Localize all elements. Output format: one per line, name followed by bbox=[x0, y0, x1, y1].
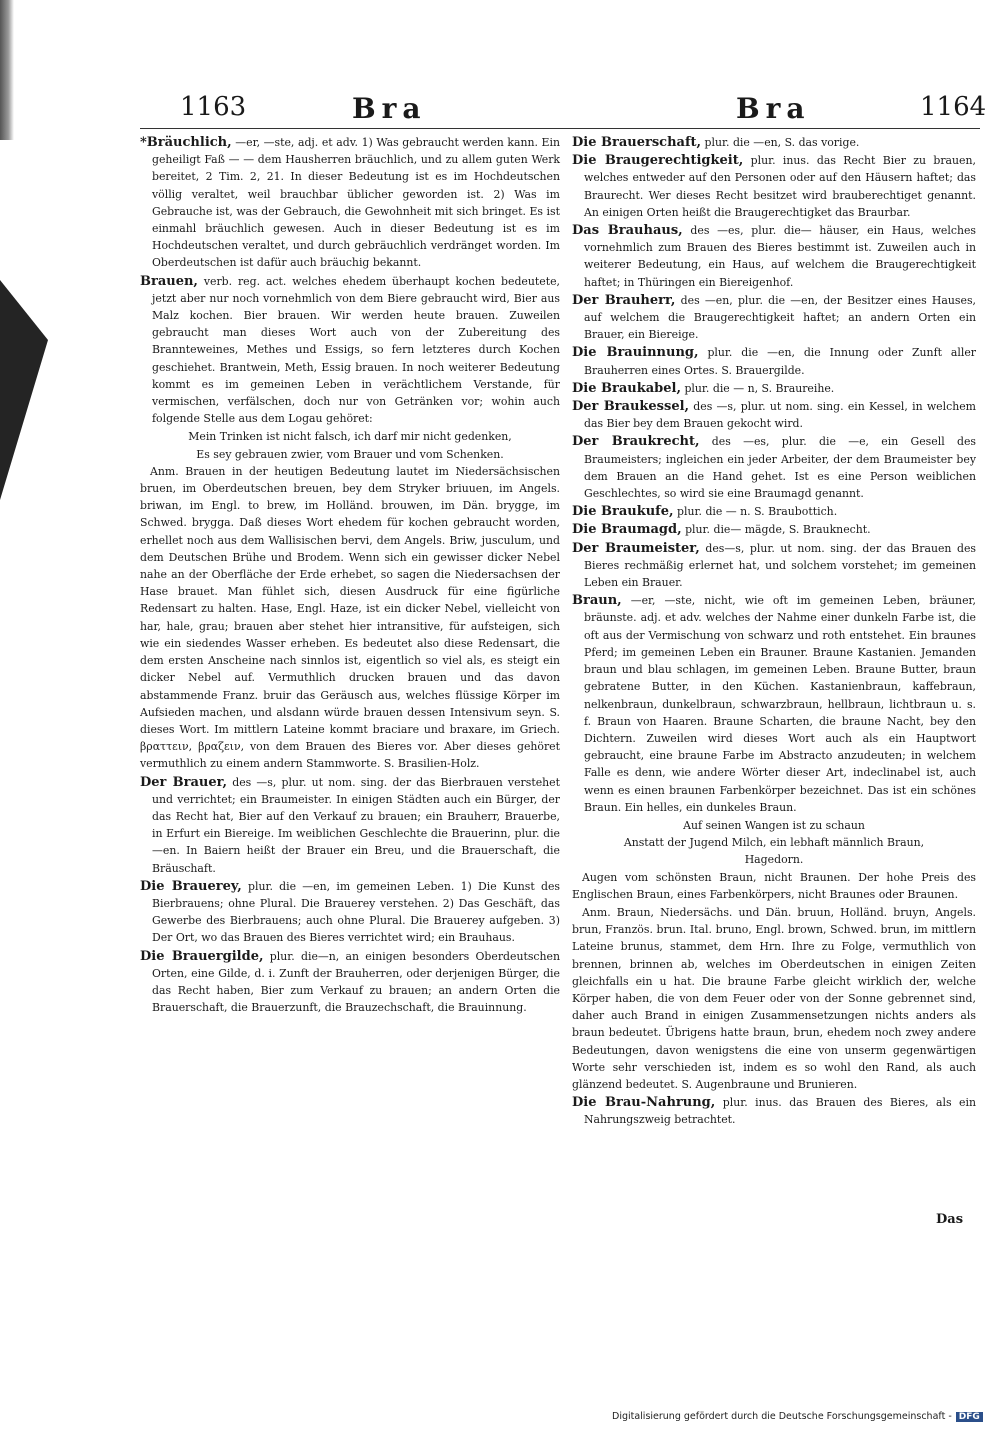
right-column bbox=[572, 134, 976, 1130]
dictionary-entry bbox=[140, 273, 560, 428]
catchword: Das bbox=[936, 1212, 964, 1227]
entry-lemma: Die Braumagd, bbox=[572, 522, 682, 538]
entry-lemma: Der Braumeister, bbox=[572, 540, 700, 556]
dictionary-entry bbox=[572, 398, 976, 432]
dictionary-entry bbox=[572, 380, 976, 397]
dictionary-entry bbox=[572, 592, 976, 816]
dictionary-entry bbox=[572, 222, 976, 291]
entry-text: plur. die—n, an einigen besonders Oberdeutschen Orten, eine Gilde, d. i. Zunft der Brauherren, oder derjenigen Bürger, die das Recht haben, Bier zum Verkauf zu brauen; an andern Orten die Brauerschaft, die Brauerzunft, die Brauzechschaft, die Brauinnung. bbox=[152, 949, 561, 1015]
entry-text: des—s, plur. ut nom. sing. der das Brauen des Bieres rechmäßig erlernet hat, und solchem vorstehet; im gemeinen Leben ein Brauer. bbox=[584, 541, 976, 590]
entry-text: des —s, plur. ut nom. sing. der das Bierbrauen verstehet und verrichtet; ein Braumeister. In einigen Städten auch ein Bürger, der das Recht hat, Bier auf den Verkauf zu brauen; ein Brauherr, Brauerbe, in Erfurt ein Biereige. Im weiblichen Geschlechte die Brauerinn, plur. die —en. In Baiern heißt der Brauer ein Breu, und die Brauerschaft, die Bräuschaft. bbox=[152, 775, 560, 875]
header-rule bbox=[140, 128, 980, 129]
entry-text: des —es, plur. die —e, ein Gesell des Braumeisters; ingleichen ein jeder Arbeiter, der dem Braumeister bey dem Brauen an die Hand gehet. Ist es eine Person weiblichen Geschlechtes, so wird sie eine Braumagd genannt. bbox=[584, 435, 976, 501]
book-spine-edge bbox=[0, 0, 14, 140]
entry-lemma: Die Brau-Nahrung, bbox=[572, 1095, 716, 1111]
dictionary-entry bbox=[572, 433, 976, 502]
entry-text: plur. die —en, S. das vorige. bbox=[704, 136, 860, 149]
dictionary-entry bbox=[572, 292, 976, 344]
entry-text: —er, —ste, adj. et adv. 1) Was gebraucht werden kann. Ein geheiligt Faß — — dem Hausherren bräuchlich, und zu allem guten Werk bereitet, 2 Tim. 2, 21. In dieser Bedeutung ist es im Hochdeutschen völlig veraltet, weil brauchbar üblicher geworden ist. 2) Was im Gebrauche ist, was der Gebrauch, die Gewohnheit mit sich bringet. Es ist einmahl bräuchlich gewesen. Auch in dieser Bedeutung ist es im Hochdeutschen veraltet, und durch gebräuchlich verdränget worden. Im Oberdeutschen ist dafür auch bräuchig bekannt. bbox=[152, 136, 560, 270]
entry-lemma: Der Braukrecht, bbox=[572, 434, 700, 450]
dfg-logo: DFG bbox=[956, 1412, 983, 1422]
right-running-head: Bra bbox=[736, 92, 811, 125]
entry-lemma: *Bräuchlich, bbox=[140, 135, 232, 150]
dictionary-entry bbox=[572, 1094, 976, 1128]
body-paragraph: Augen vom schönsten Braun, nicht Braunen. Der hohe Preis des Englischen Braun, eines Farbenkörpers, nicht Braunes oder Braunen. bbox=[572, 870, 976, 901]
dictionary-entry bbox=[572, 540, 976, 592]
entry-text: plur. inus. das Recht Bier zu brauen, welches entweder auf den Personen oder auf den Häusern haftet; das Braurecht. Wer dieses Recht besitzet wird brauberechtiget genannt. An einigen Orten heißt die Braugerechtigket das Braurbar. bbox=[584, 154, 976, 219]
verse-line: Auf seinen Wangen ist zu schaun bbox=[683, 818, 865, 832]
dictionary-entry bbox=[140, 774, 560, 877]
entry-lemma: Der Brauherr, bbox=[572, 292, 676, 308]
entry-text: plur. die— mägde, S. Brauknecht. bbox=[685, 523, 871, 537]
footer-text: Digitalisierung gefördert durch die Deutsche Forschungsgemeinschaft - bbox=[612, 1411, 952, 1422]
entry-lemma: Braun, bbox=[572, 593, 622, 609]
entry-lemma: Die Brauinnung, bbox=[572, 345, 699, 361]
dictionary-entry bbox=[572, 521, 976, 538]
verse-line: Mein Trinken ist nicht falsch, ich darf mir nicht gedenken, bbox=[188, 430, 512, 444]
entry-lemma: Der Braukessel, bbox=[572, 399, 690, 415]
entry-text: des —es, plur. die— häuser, ein Haus, welches vornehmlich zum Brauen des Bieres bestimmt ist. Zuweilen auch in weiterer Bedeutung, ein Haus, auf welchem die Braugerechtigkeit haftet; in Thüringen ein Biereigenhof. bbox=[584, 224, 976, 289]
left-running-head: Bra bbox=[352, 92, 427, 125]
dictionary-entry bbox=[140, 878, 560, 947]
verse-line: Anstatt der Jugend Milch, ein lebhaft männlich Braun, bbox=[623, 836, 925, 850]
entry-lemma: Die Braukufe, bbox=[572, 504, 674, 520]
verse-line: Es sey gebrauen zwier, vom Brauer und vom Schenken. bbox=[196, 447, 504, 461]
entry-text: des —en, plur. die —en, der Besitzer eines Hauses, auf welchem die Braugerechtigkeit haftet; an andern Orten ein Brauer, ein Biereige. bbox=[584, 293, 977, 342]
entry-text: plur. die —en, im gemeinen Leben. 1) Die Kunst des Bierbrauens; ohne Plural. Die Brauerey verstehen. 2) Das Geschäft, das Gewerbe des Bierbrauens; auch ohne Plural. Die Brauerey aufgeben. 3) Der Ort, wo das Brauen des Bieres verrichtet wird; ein Brauhaus. bbox=[152, 879, 561, 945]
entry-lemma: Die Brauerey, bbox=[140, 878, 242, 894]
left-page-number: 1163 bbox=[180, 92, 247, 122]
dictionary-entry bbox=[572, 134, 976, 151]
entry-text: plur. die — n, S. Braureihe. bbox=[684, 381, 835, 395]
dictionary-entry bbox=[140, 134, 560, 272]
entry-lemma: Die Braukabel, bbox=[572, 380, 681, 396]
entry-lemma: Das Brauhaus, bbox=[572, 223, 683, 239]
verse-attribution: Hagedorn. bbox=[744, 853, 804, 867]
annotation-paragraph: Anm. Braun, Niedersächs. und Dän. bruun, Holländ. bruyn, Angels. brun, Französ. brun. Ital. bruno, Engl. brown, Schwed. brun, im mittlern Lateine brunus, stammet, dem Hrn. Ihre zu Folge, vermuthlich von brennen, brinnen ab, welches im Oberdeutschen in einigen Zeiten gleichfalls ein u hat. Die braune Farbe gleicht wirklich der, welche Körper haben, die von dem Feuer oder von der Sonne gebrennet sind, daher auch Brand in einigen Zusammensetzungen nichts anders als braun bedeutet. Übrigens hatte braun, brun, ehedem noch zwey andere Bedeutungen, davon wenigstens die eine von unserm gegenwärtigen Worte sehr verschieden ist, indem es so wohl den Rand, als auch glänzend bedeutet. S. Augenbraune und Brunieren. bbox=[572, 905, 976, 1091]
dictionary-entry bbox=[140, 948, 560, 1017]
dictionary-entry bbox=[572, 152, 976, 221]
annotation-paragraph: Anm. Brauen in der heutigen Bedeutung lautet im Niedersächsischen bruen, im Oberdeutschen breuen, bey dem Stryker briuuen, im Angels. briwan, im Engl. to brew, im Holländ. brouwen, im Dän. brygge, im Schwed. brygga. Daß dieses Wort ehedem für kochen gebraucht worden, erhellet noch aus dem Wallisischen bervi, dem Angels. Briw, jusculum, und dem Deutschen Brühe und Brodem. Wenn sich ein gewisser dicker Nebel nahe an der Oberfläche der Erde erhebet, so sagen die Niedersachsen der Hase brauet. Man fühlet sich, diesen Ausdruck für eine figürliche Redensart zu halten. Hase, Engl. Haze, ist ein dicker Nebel, vielleicht von har, hale, grau; brauen aber stehet hier intransitive, für aufsteigen, sich wie ein siedendes Wasser erheben. Es bedeutet also diese Redensart, die dem ersten Anscheine nach sinnlos ist, eigentlich so viel als, es steigt ein dicker Nebel auf. Vermuthlich drucken brauen und das davon abstammende Franz. bruir das Geräusch aus, welches flüssige Körper im Aufsieden machen, und alsdann würde brauen dessen Intensivum seyn. S. dieses Wort. Im mittlern Lateine kommt braciare und braxare, im Griech. βραττειν, βραζειν, von dem Brauen des Bieres vor. Aber dieses gehöret vermuthlich zu einem andern Stammworte. S. Brasilien-Holz. bbox=[140, 464, 560, 771]
entry-lemma: Die Brauerschaft, bbox=[572, 135, 702, 150]
entry-text: —er, —ste, nicht, wie oft im gemeinen Leben, bräuner, bräunste. adj. et adv. welches der Nahme einer dunkeln Farbe ist, die oft aus der Vermischung von schwarz und roth entstehet. Ein braunes Pferd; im gemeinen Leben ein Brauner. Braune Kastanien. Jemanden braun und blau schlagen, im gemeinen Leben. Braune Butter, braun gebratene Butter, in den Küchen. Kastanienbraun, kaffebraun, nelkenbraun, dunkelbraun, schwarzbraun, hellbraun, lichtbraun u. s. f. Braun von Haaren. Braune Scharten, die braune Nacht, bey den Dichtern. Zuweilen wird dieses Wort auch als ein Hauptwort gebraucht, eine braune Farbe im Abstracto anzudeuten; in welchem Falle es denn, wie andere Wörter dieser Art, indeclinabel ist, auch wenn es einen braunen Farbenkörper bezeichnet. Das ist ein schönes Braun. Ein helles, ein dunkeles Braun. bbox=[584, 594, 976, 814]
entry-text: verb. reg. act. welches ehedem überhaupt kochen bedeutete, jetzt aber nur noch vornehmlich von dem Biere gebraucht wird, Bier aus Malz kochen. Bier brauen. Wir werden heute brauen. Zuweilen gebraucht man dieses Wort auch von der Zubereitung des Brannteweines, Methes und Essigs, so fern letzteres durch Kochen geschiehet. Brantwein, Meth, Essig brauen. In noch weiterer Bedeutung kommt es im gemeinen Leben in verächtlichem Verstande, für vermischen, verfälschen, doch nur von Getränken vor; wohin auch folgende Stelle aus dem Logau gehöret: bbox=[152, 274, 561, 426]
left-column bbox=[140, 134, 560, 1017]
dictionary-entry bbox=[572, 344, 976, 378]
digitization-footer bbox=[612, 1411, 983, 1422]
right-page-number: 1164 bbox=[920, 92, 987, 122]
entry-text: plur. die —en, die Innung oder Zunft aller Brauherren eines Ortes. S. Brauergilde. bbox=[584, 346, 976, 377]
entry-lemma: Brauen, bbox=[140, 273, 198, 289]
entry-lemma: Die Braugerechtigkeit, bbox=[572, 153, 744, 169]
entry-lemma: Der Brauer, bbox=[140, 774, 228, 790]
page-edge-shadow bbox=[0, 280, 48, 500]
entry-text: des —s, plur. ut nom. sing. ein Kessel, in welchem das Bier bey dem Brauen gekocht wird. bbox=[584, 400, 976, 431]
entry-text: plur. die — n. S. Braubottich. bbox=[677, 505, 838, 519]
entry-text: plur. inus. das Brauen des Bieres, als ein Nahrungszweig betrachtet. bbox=[584, 1096, 976, 1127]
entry-lemma: Die Brauergilde, bbox=[140, 948, 264, 964]
dictionary-entry bbox=[572, 503, 976, 520]
